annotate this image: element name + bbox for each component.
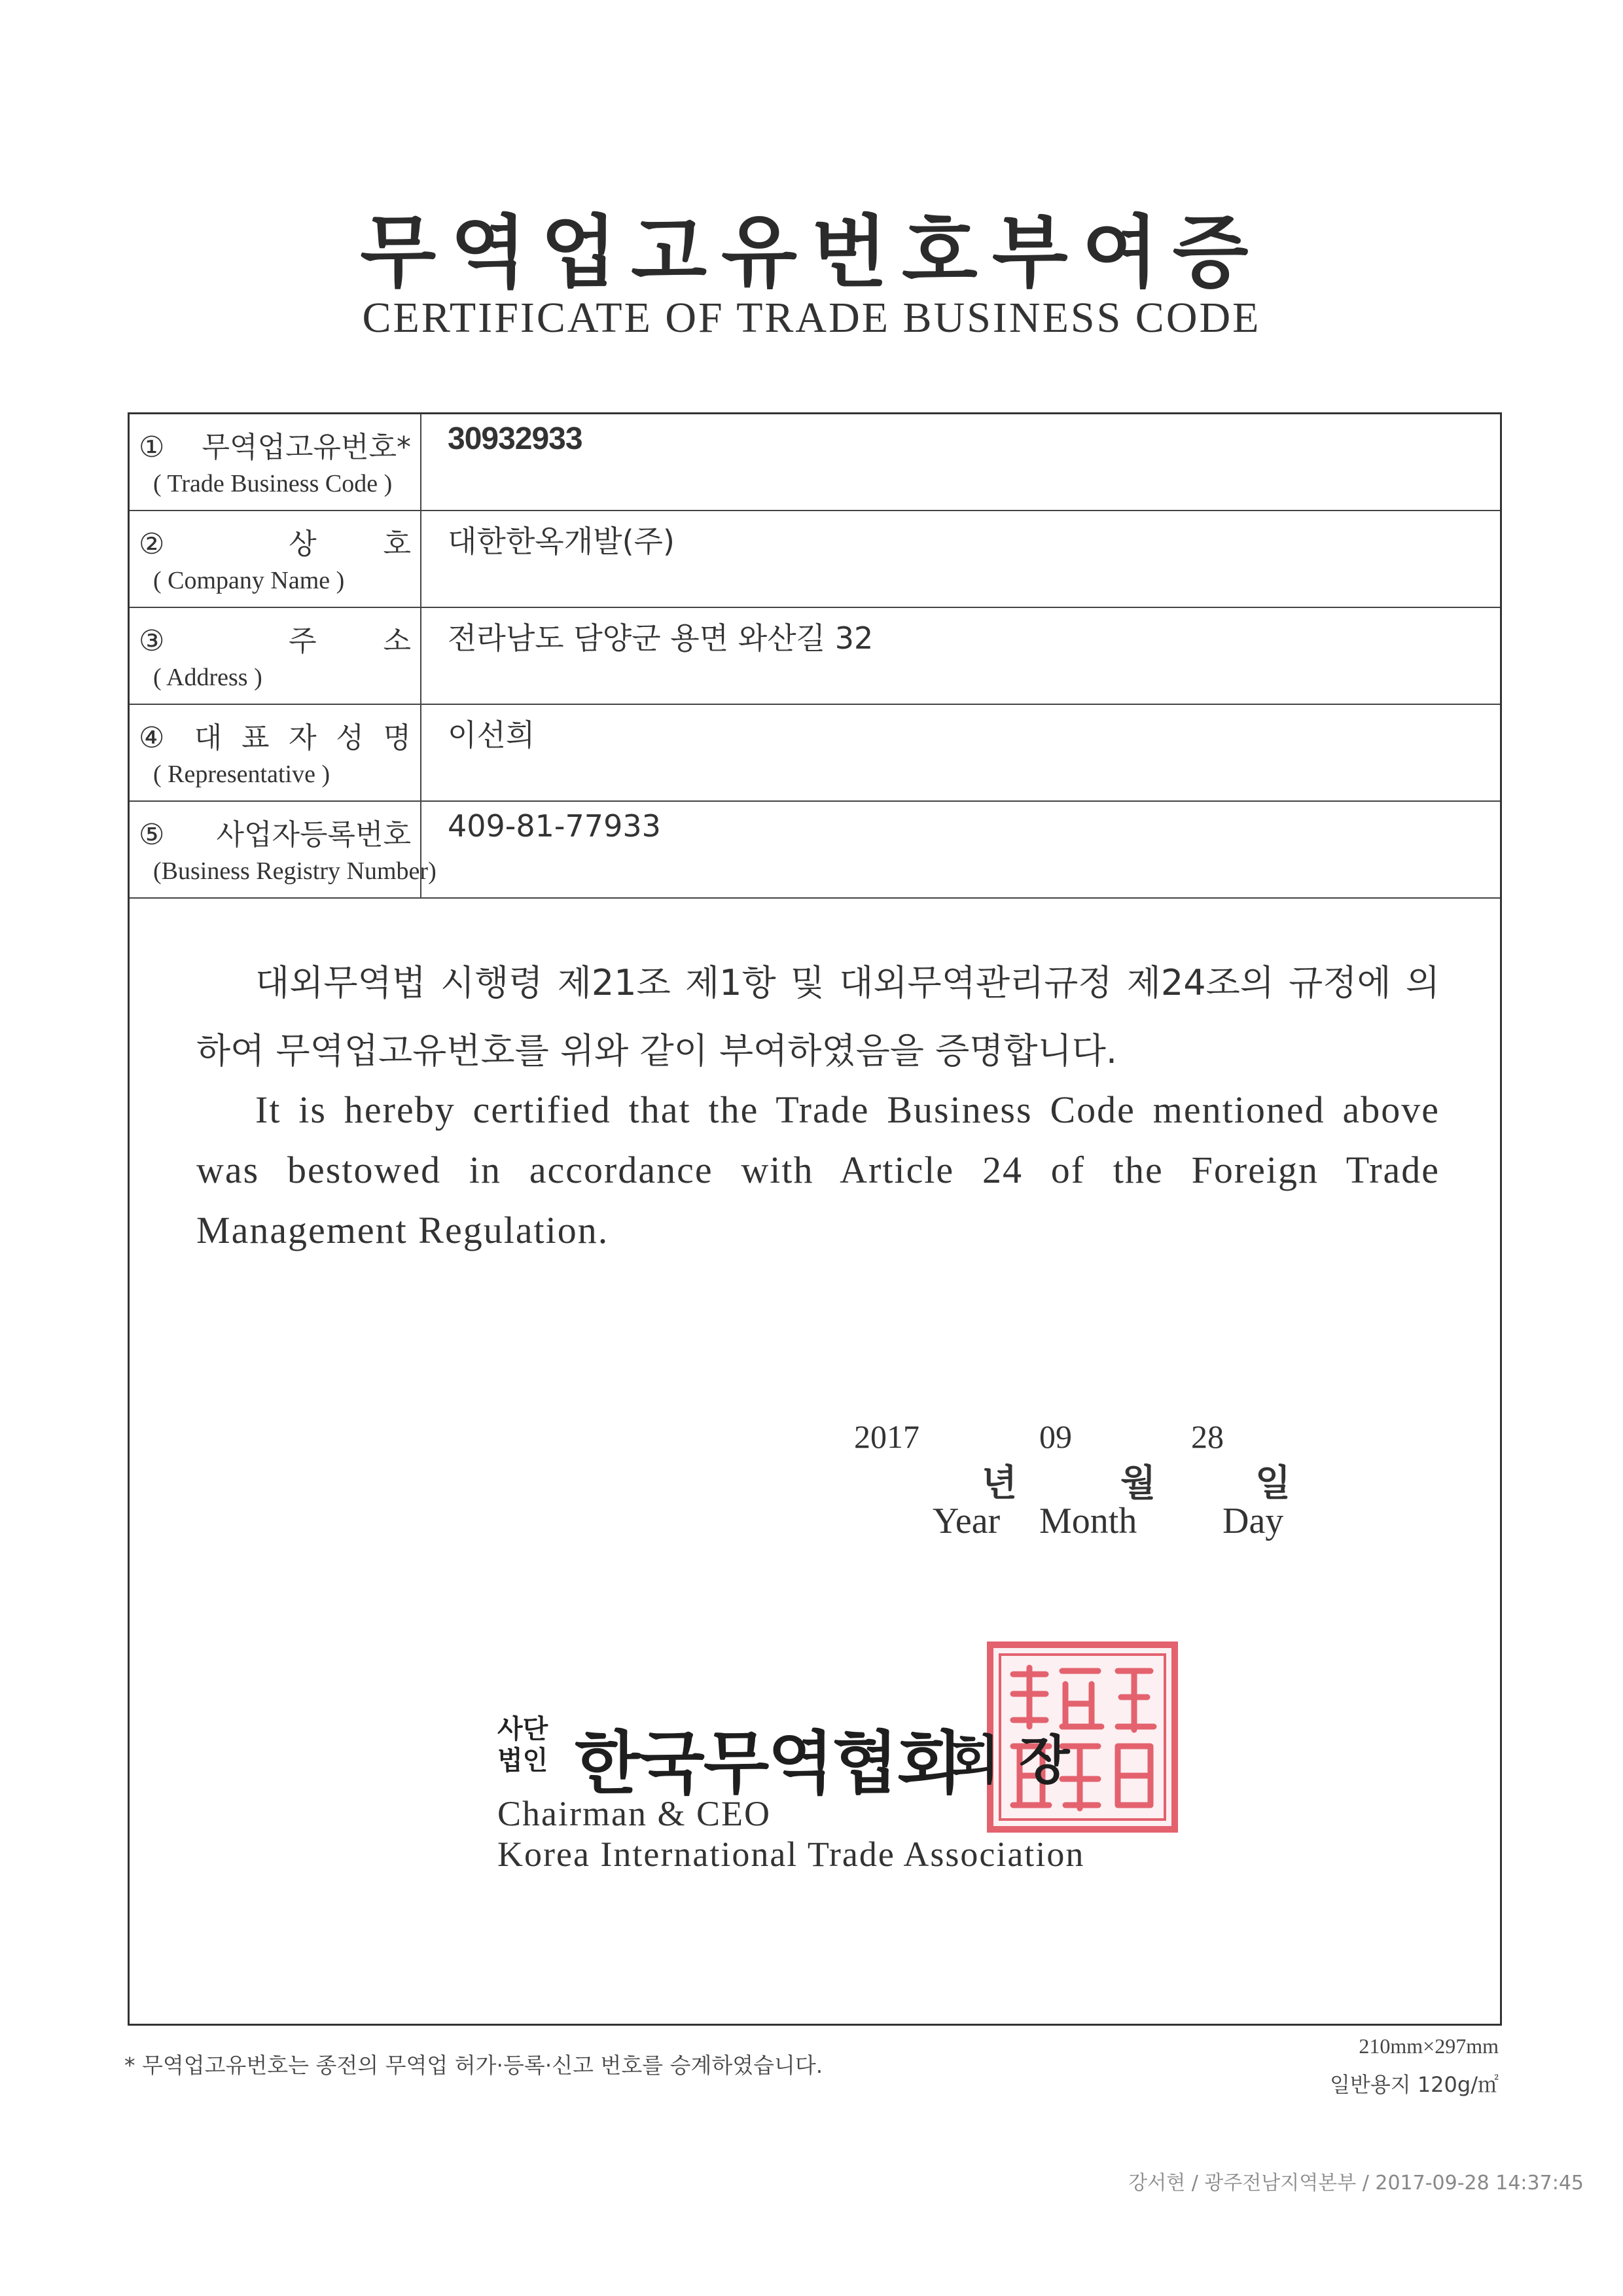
trade-business-code-value: 30932933 [448,422,582,456]
value-cell [421,801,1500,898]
certificate-title-english: CERTIFICATE OF TRADE BUSINESS CODE [362,294,1261,342]
organization-prefix [497,1713,548,1776]
table-row-representative [130,704,1500,801]
date-year: 2017 [854,1418,919,1455]
company-name-value: 대한한옥개발(주) [448,524,675,559]
signatory-role-english: Chairman & CEO [497,1794,771,1833]
table-row-company-name [130,511,1500,607]
field-label-korean: ② 상 호 [139,528,411,561]
label-cell [130,704,421,801]
issuing-organization-korean: 한국무역협회 [575,1723,961,1803]
representative-value: 이선희 [448,717,535,753]
field-label-english: ( Representative ) [153,761,330,788]
certificate-title-korean: 무역업고유번호부여증 [360,206,1263,298]
field-label-korean: ① 무역업고유번호* [139,431,411,464]
field-label-korean: ③ 주 소 [139,624,411,658]
field-label-korean: ⑤ 사업자등록번호 [139,818,411,852]
value-cell [421,511,1500,607]
field-label-korean: ④ 대 표 자 성 명 [139,721,411,755]
address-value: 전라남도 담양군 용면 와산길 32 [448,620,874,656]
field-label-english: ( Trade Business Code ) [153,470,393,497]
business-registry-value: 409-81-77933 [448,808,661,844]
prefix-line-1: 사단 [497,1714,548,1744]
date-day: 28 [1191,1418,1224,1455]
field-label-english: ( Address ) [153,664,262,691]
paper-type: 일반용지 120g/㎡ [1330,2072,1499,2097]
footnote: * 무역업고유번호는 종전의 무역업 허가·등록·신고 번호를 승계하였습니다. [124,2053,823,2078]
date-year-label-korean: 년 [982,1462,1018,1505]
label-cell [130,414,421,511]
date-month-label-korean: 월 [1120,1462,1156,1505]
date-day-label-korean: 일 [1255,1462,1291,1505]
value-cell [421,607,1500,704]
value-cell [421,414,1500,511]
table-row-address [130,607,1500,704]
info-table [130,414,1500,899]
label-cell [130,801,437,898]
table-row-business-registry [130,801,1500,898]
date-month: 09 [1039,1418,1072,1455]
label-cell [130,511,421,607]
print-stamp: 강서현 / 광주전남지역본부 / 2017-09-28 14:37:45 [1128,2172,1584,2195]
field-label-english: ( Company Name ) [153,567,345,594]
date-day-label-english: Day [1222,1501,1284,1541]
label-cell [130,607,421,704]
prefix-line-2: 법인 [497,1746,548,1776]
table-row-trade-code [130,414,1500,511]
value-cell [421,704,1500,801]
issuing-organization-english: Korea International Trade Association [497,1835,1085,1874]
signatory-role-korean: 회장 [949,1730,1090,1791]
date-year-label-english: Year [933,1501,1001,1541]
certification-text-korean: 대외무역법 시행령 제21조 제1항 및 대외무역관리규정 제24조의 규정에 의하여 무역업고유번호를 위와 같이 부여하였음을 증명합니다. [196,962,1440,1071]
paper-size: 210mm×297mm [1359,2034,1499,2058]
field-label-english: (Business Registry Number) [153,857,437,885]
date-month-label-english: Month [1039,1501,1137,1541]
certification-text-english: It is hereby certified that the Trade Business Code mentioned above was bestowed in accordance with Article 24 of the Foreign Trade Management Regulation. [196,1088,1440,1251]
